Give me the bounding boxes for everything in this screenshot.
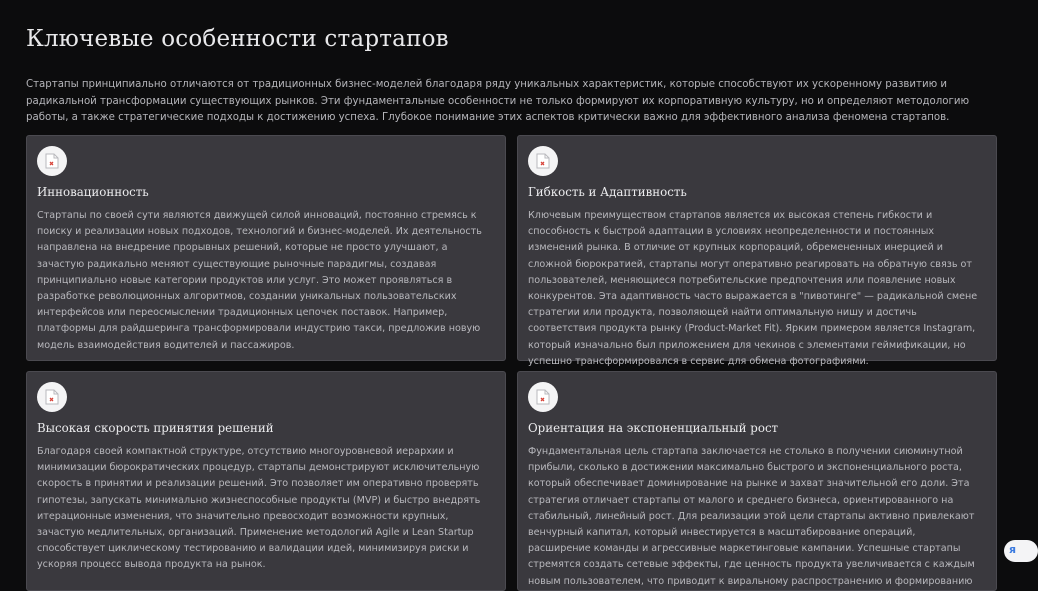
page-title: Ключевые особенности стартапов: [26, 26, 449, 52]
floating-widget-button[interactable]: [1004, 540, 1038, 562]
card-title: Инновационность: [37, 185, 149, 199]
card-text: Фундаментальная цель стартапа заключается не столько в получении сиюминутной прибыли, сколько в достижении максимально быстрого и экспоненциального роста, который обеспечивает доминирование на рынке и захват значительной его доли. Эта стратегия отличает стартапы от малого и среднего бизнеса, ориентированного на стабильный, линейный рост. Для реализации этой цели стартапы активно привлекают венчурный капитал, который инвестируется в масштабирование операций, расширение команды и агрессивные маркетинговые кампании. Успешные стартапы стремятся создать сетевые эффекты, где ценность продукта увеличивается с каждым новым пользователем, что приводит к виральному распространению и формированию: [528, 446, 975, 587]
widget-label: я: [1009, 543, 1017, 556]
feature-card-innovation: [26, 135, 506, 361]
card-text: Ключевым преимуществом стартапов является их высокая степень гибкости и способность к быстрой адаптации в условиях неопределенности и постоянных изменений рынка. В отличие от крупных корпораций, обремененных инерцией и сложной бюрократией, стартапы могут оперативно реагировать на обратную связь от пользователей, меняющиеся потребительские предпочтения или появление новых конкурентов. Эта адаптивность часто выражается в "пивотинге" — радикальной смене стратегии или продукта, позволяющей найти оптимальную нишу и достичь соответствия продукта рынку (Product-Market Fit). Ярким примером является Instagram, который изначально был приложением для чекинов с элементами геймификации, но успешно трансформировался в сервис для обмена фотографиями.: [528, 210, 978, 367]
intro-paragraph: Стартапы принципиально отличаются от традиционных бизнес-моделей благодаря ряду уникальных характеристик, которые способствуют их ускоренному развитию и радикальной трансформации существующих рынков. Эти фундаментальные особенности не только формируют их корпоративную культуру, но и определяют методологию работы, а также стратегические подходы к достижению успеха. Глубокое понимание этих аспектов критически важно для эффективного анализа феномена стартапов.: [26, 79, 970, 123]
feature-card-decision-speed: [26, 371, 506, 591]
feature-card-flexibility: [517, 135, 997, 367]
broken-image-icon: [528, 146, 558, 176]
broken-image-icon: [37, 146, 67, 176]
card-title: Ориентация на экспоненциальный рост: [528, 421, 779, 435]
broken-image-icon: [528, 382, 558, 412]
broken-image-icon: [37, 382, 67, 412]
card-title: Гибкость и Адаптивность: [528, 185, 687, 199]
card-title: Высокая скорость принятия решений: [37, 421, 274, 435]
feature-card-exponential-growth: [517, 371, 997, 591]
card-text: Стартапы по своей сути являются движущей силой инноваций, постоянно стремясь к поиску и реализации новых подходов, технологий и бизнес-моделей. Их деятельность направлена на внедрение прорывных решений, которые не просто улучшают, а зачастую радикально меняют существующие рыночные парадигмы, создавая принципиально новые категории продуктов или услуг. Это может проявляться в разработке революционных алгоритмов, создании уникальных пользовательских интерфейсов или переосмыслении традиционных цепочек поставок. Например, платформы для райдшеринга трансформировали индустрию такси, предложив новую модель взаимодействия водителей и пассажиров.: [37, 210, 482, 351]
card-text: Благодаря своей компактной структуре, отсутствию многоуровневой иерархии и минимизации бюрократических процедур, стартапы демонстрируют исключительную скорость в принятии и реализации решений. Это позволяет им оперативно проверять гипотезы, запускать минимально жизнеспособные продукты (MVP) и быстро внедрять итерационные изменения, что значительно превосходит возможности крупных, зачастую медлительных, организаций. Применение методологий Agile и Lean Startup способствует циклическому тестированию и валидации идей, минимизируя риски и ускоряя процесс вывода продукта на рынок.: [37, 446, 481, 571]
